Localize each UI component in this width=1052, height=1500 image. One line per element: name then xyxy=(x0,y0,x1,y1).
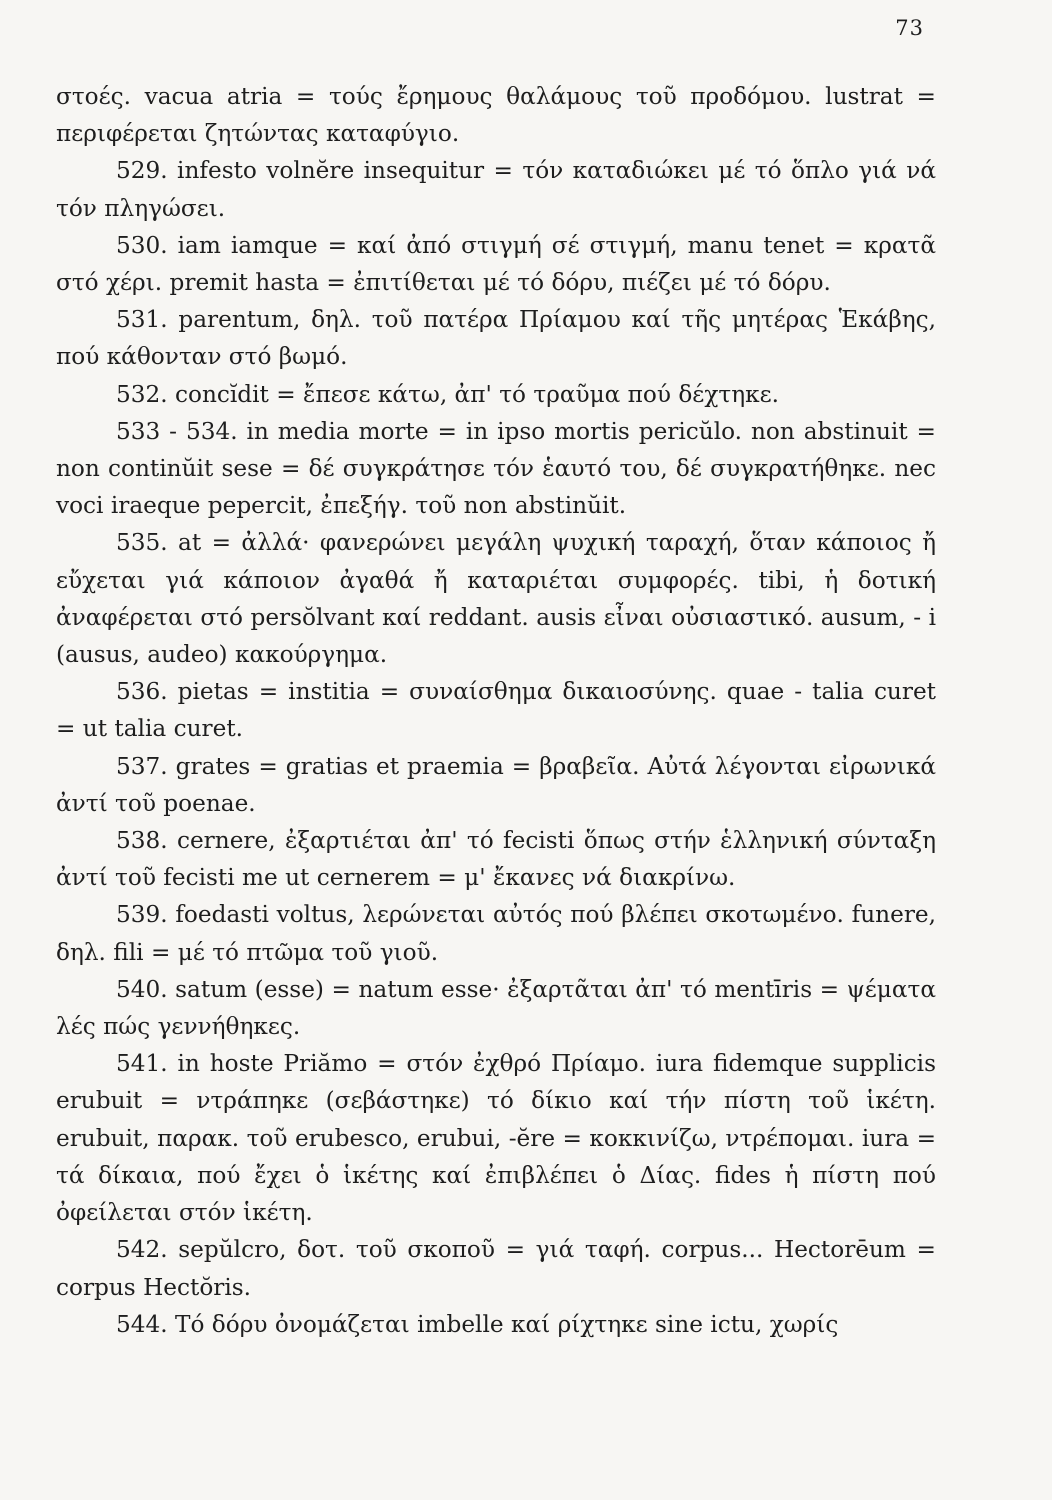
paragraph: 535. at = ἀλλά· φανερώνει μεγάλη ψυχική ταραχή, ὅταν κάποιος ἤ εὔχεται γιά κάποιον ἀγαθά ἤ καταριέται συμφορές. tibi, ἡ δοτική ἀναφέρεται στό persŏlvant καί reddant. ausis εἶναι οὐσιαστικό. ausum, - i (ausus, audeo) κακούργημα. xyxy=(56,529,936,669)
paragraph: 544. Τό δόρυ ὀνομάζεται imbelle καί ρίχτηκε sine ictu, χωρίς xyxy=(116,1310,839,1338)
paragraph: 533 - 534. in media morte = in ipso mortis pericŭlo. non abstinuit = non continŭit sese = δέ συγκράτησε τόν ἑαυτό του, δέ συγκρατήθηκε. nec voci iraeque pepercit, ἐπεξήγ. τοῦ non abstinŭit. xyxy=(56,417,936,520)
paragraph: 531. parentum, δηλ. τοῦ πατέρα Πρίαμου καί τῆς μητέρας Ἑκάβης, πού κάθονταν στό βωμό. xyxy=(56,306,936,371)
paragraph: 536. pietas = institia = συναίσθημα δικαιοσύνης. quae - talia curet = ut talia curet. xyxy=(56,678,936,743)
paragraph: 537. grates = gratias et praemia = βραβεῖα. Αὐτά λέγονται εἰρωνικά ἀντί τοῦ poenae. xyxy=(56,752,936,817)
paragraph: στοές. vacua atria = τούς ἔρημους θαλάμους τοῦ προδόμου. lustrat = περιφέρεται ζητώντας καταφύγιο. xyxy=(56,83,936,148)
paragraph: 541. in hoste Priămo = στόν ἐχθρό Πρίαμο. iura fidemque supplicis erubuit = ντράπηκε (σεβάστηκε) τό δίκιο καί τήν πίστη τοῦ ἱκέτη. erubuit, παρακ. τοῦ erubesco, erubui, -ĕre = κοκκινίζω, ντρέπομαι. iura = τά δίκαια, πού ἔχει ὁ ἱκέτης καί ἐπιβλέπει ὁ Δίας. fides ἡ πίστη πού ὀφείλεται στόν ἱκέτη. xyxy=(56,1050,936,1227)
page-number: 73 xyxy=(895,16,924,40)
paragraph: 532. concĭdit = ἔπεσε κάτω, ἀπ' τό τραῦμα πού δέχτηκε. xyxy=(116,380,779,408)
paragraph: 530. iam iamque = καί ἀπό στιγμή σέ στιγμή, manu tenet = κρατᾶ στό χέρι. premit hasta = ἐπιτίθεται μέ τό δόρυ, πιέζει μέ τό δόρυ. xyxy=(56,231,936,297)
paragraph: 540. satum (esse) = natum esse· ἐξαρτᾶται ἀπ' τό mentīris = ψέματα λές πώς γεννήθηκες. xyxy=(56,975,936,1041)
commentary-text xyxy=(56,78,936,1343)
paragraph: 538. cernere, ἐξαρτιέται ἀπ' τό fecisti ὅπως στήν ἑλληνική σύνταξη ἀντί τοῦ fecisti me ut cernerem = μ' ἔκανες νά διακρίνω. xyxy=(56,827,936,892)
paragraph: 542. sepŭlcro, δοτ. τοῦ σκοποῦ = γιά ταφή. corpus... Hectorēum = corpus Hectŏris. xyxy=(56,1236,936,1301)
paragraph: 529. infesto volnĕre insequitur = τόν καταδιώκει μέ τό ὅπλο γιά νά τόν πληγώσει. xyxy=(56,157,936,222)
paragraph: 539. foedasti voltus, λερώνεται αὐτός πού βλέπει σκοτωμένο. funere, δηλ. fili = μέ τό πτῶμα τοῦ γιοῦ. xyxy=(56,901,936,966)
